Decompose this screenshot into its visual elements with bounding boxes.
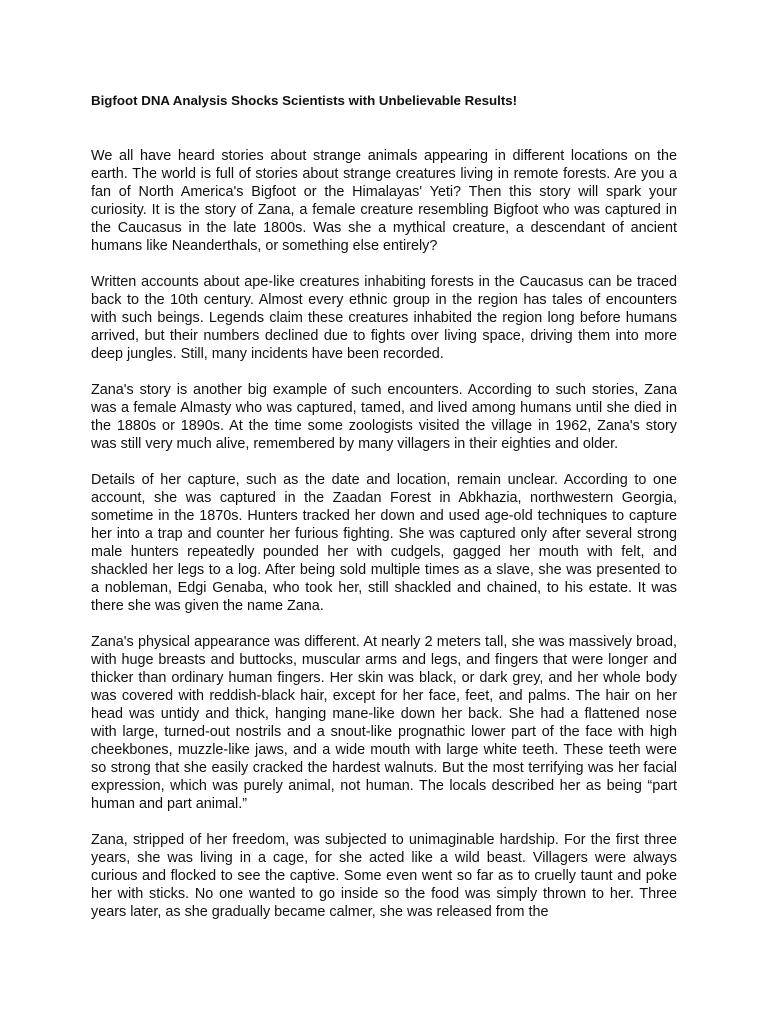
document-body [91,92,677,939]
paragraph-5: Zana's physical appearance was different. At nearly 2 meters tall, she was massively broad, with huge breasts and buttocks, muscular arms and legs, and fingers that were longer and thicker than ordinary human fingers. Her skin was black, or dark grey, and her whole body was covered with reddish-black hair, except for her face, feet, and palms. The hair on her head was untidy and thick, hanging mane-like down her back. She had a flattened nose with large, turned-out nostrils and a snout-like prognathic lower part of the face with high cheekbones, muzzle-like jaws, and a wide mouth with large white teeth. These teeth were so strong that she easily cracked the hardest walnuts. But the most terrifying was her facial expression, which was purely animal, not human. The locals described her as being “part human and part animal.” [91,634,677,812]
paragraph-1: We all have heard stories about strange animals appearing in different locations on the earth. The world is full of stories about strange creatures living in remote forests. Are you a fan of North America's Bigfoot or the Himalayas' Yeti? Then this story will spark your curiosity. It is the story of Zana, a female creature resembling Bigfoot who was captured in the Caucasus in the late 1800s. Was she a mythical creature, a descendant of ancient humans like Neanderthals, or something else entirely? [91,148,677,254]
paragraph-4: Details of her capture, such as the date and location, remain unclear. According to one account, she was captured in the Zaadan Forest in Abkhazia, northwestern Georgia, sometime in the 1870s. Hunters tracked her down and used age-old techniques to capture her into a trap and counter her furious fighting. She was captured only after several strong male hunters repeatedly pounded her with cudgels, gagged her mouth with felt, and shackled her legs to a log. After being sold multiple times as a slave, she was presented to a nobleman, Edgi Genaba, who took her, still shackled and chained, to his estate. It was there she was given the name Zana. [91,472,677,614]
paragraph-6: Zana, stripped of her freedom, was subjected to unimaginable hardship. For the first three years, she was living in a cage, for she acted like a wild beast. Villagers were always curious and flocked to see the captive. Some even went so far as to cruelly taunt and poke her with sticks. No one wanted to go inside so the food was simply thrown to her. Three years later, as she gradually became calmer, she was released from the [91,832,677,920]
paragraph-2: Written accounts about ape-like creatures inhabiting forests in the Caucasus can be traced back to the 10th century. Almost every ethnic group in the region has tales of encounters with such beings. Legends claim these creatures inhabited the region long before humans arrived, but their numbers declined due to fights over living space, driving them into more deep jungles. Still, many incidents have been recorded. [91,274,677,362]
paragraph-3: Zana's story is another big example of such encounters. According to such stories, Zana was a female Almasty who was captured, tamed, and lived among humans until she died in the 1880s or 1890s. At the time some zoologists visited the village in 1962, Zana's story was still very much alive, remembered by many villagers in their eighties and older. [91,382,677,452]
article-title: Bigfoot DNA Analysis Shocks Scientists with Unbelievable Results! [91,93,518,108]
